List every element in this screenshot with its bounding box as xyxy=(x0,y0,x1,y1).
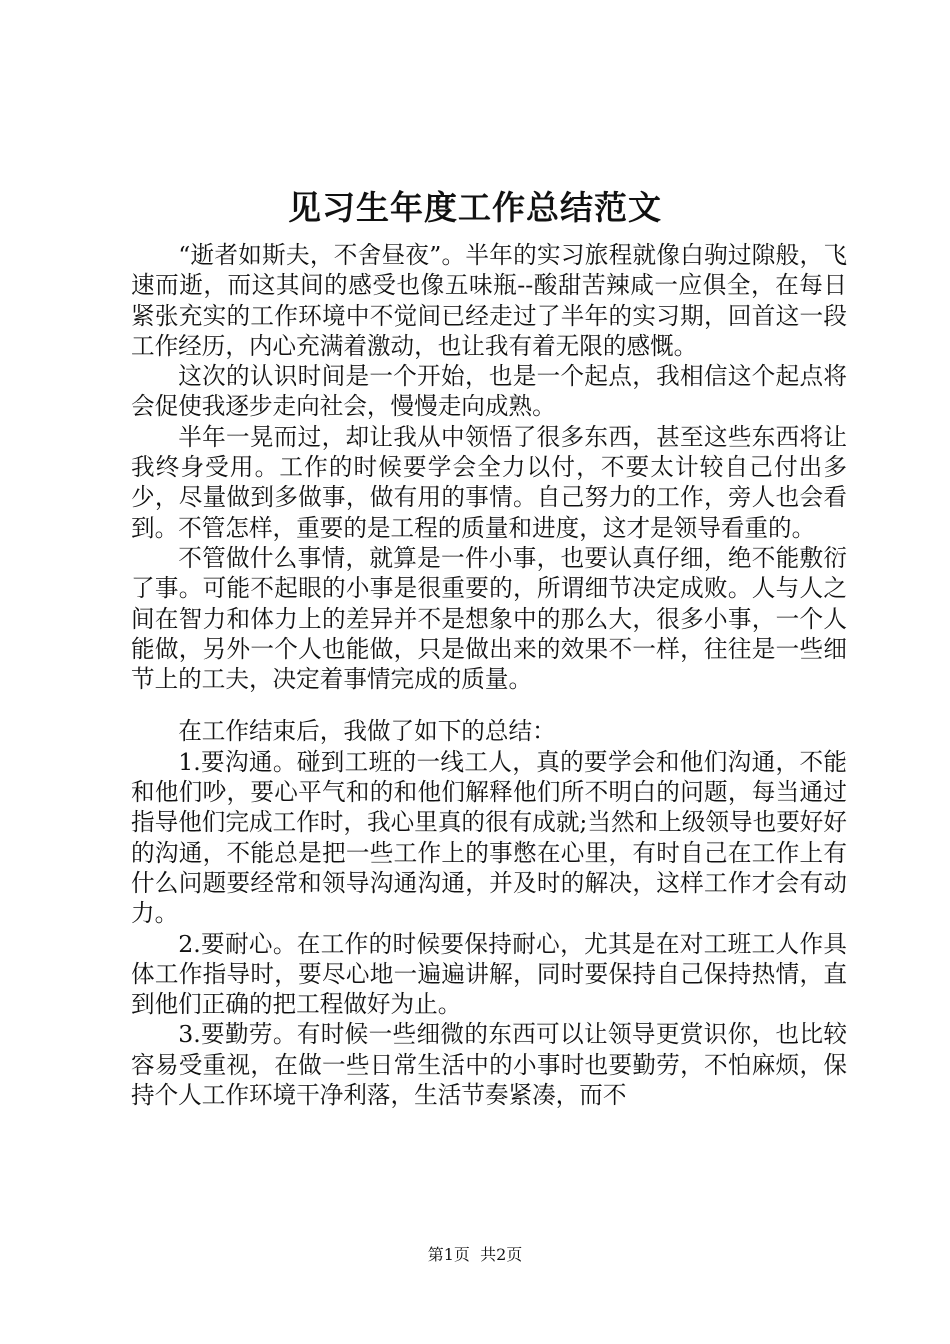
paragraph-intro: “逝者如斯夫，不舍昼夜”。半年的实习旅程就像白驹过隙般，飞速而逝，而这其间的感受也像五味瓶--酸甜苦辣咸一应俱全，在每日紧张充实的工作环境中不觉间已经走过了半年的实习期，回首这一段工作经历，内心充满着激动，也让我有着无限的感慨。 xyxy=(131,241,847,360)
paragraph-diligence: 3.要勤劳。有时候一些细微的东西可以让领导更赏识你，也比较容易受重视，在做一些日常生活中的小事时也要勤劳，不怕麻烦，保持个人工作环境干净利落，生活节奏紧凑，而不 xyxy=(131,1020,847,1110)
paragraph-summary-intro: 在工作结束后，我做了如下的总结： xyxy=(178,717,556,746)
paragraph-lessons: 半年一晃而过，却让我从中领悟了很多东西，甚至这些东西将让我终身受用。工作的时候要学会全力以付，不要太计较自己付出多少，尽量做到多做事，做有用的事情。自己努力的工作，旁人也会看到。不管怎样，重要的是工程的质量和进度，这才是领导看重的。 xyxy=(131,422,847,542)
paragraph-details: 不管做什么事情，就算是一件小事，也要认真仔细，绝不能敷衍了事。可能不起眼的小事是很重要的，所谓细节决定成败。人与人之间在智力和体力上的差异并不是想象中的那么大，很多小事，一个人能做，另外一个人也能做，只是做出来的效果不一样，往往是一些细节上的工夫，决定着事情完成的质量。 xyxy=(131,543,847,694)
document-body xyxy=(131,240,847,1110)
document-title: 见习生年度工作总结范文 xyxy=(288,188,662,227)
paragraph-patience: 2.要耐心。在工作的时候要保持耐心，尤其是在对工班工人作具体工作指导时，要尽心地一遍遍讲解，同时要保持自己保持热情，直到他们正确的把工程做好为止。 xyxy=(131,929,847,1019)
page-footer: 第1页 共2页 xyxy=(427,1245,523,1264)
paragraph-communication: 1.要沟通。碰到工班的一线工人，真的要学会和他们沟通，不能和他们吵，要心平气和的和他们解释他们所不明白的问题，每当通过指导他们完成工作时，我心里真的很有成就;当然和上级领导也要好好的沟通，不能总是把一些工作上的事憋在心里，有时自己在工作上有什么问题要经常和领导沟通沟通，并及时的解决，这样工作才会有动力。 xyxy=(131,747,847,928)
paragraph-start-point: 这次的认识时间是一个开始，也是一个起点，我相信这个起点将会促使我逐步走向社会，慢慢走向成熟。 xyxy=(131,362,847,421)
